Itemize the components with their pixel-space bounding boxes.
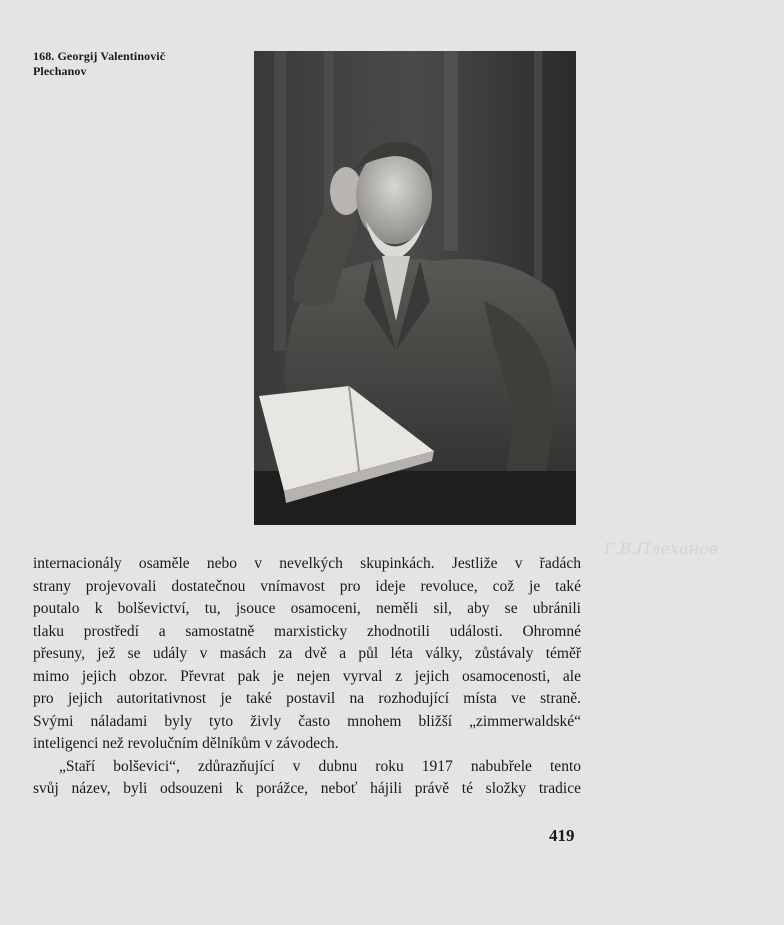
text-line: „Staří bolševici“, zdůrazňující v dubnu roku 1917 nabubřele tento	[59, 757, 581, 775]
text-line: strany projevovali dostatečnou vnímavost pro ideje revoluce, což je také	[33, 577, 581, 595]
text-line: tlaku prostředí a samostatně marxisticky zhodnotili události. Ohromné	[33, 622, 581, 640]
text-line: mimo jejich obzor. Převrat pak je nejen vyrval z jejich osamocenosti, ale	[33, 667, 581, 685]
caption-line-2: Plechanov	[33, 64, 87, 78]
caption-line-1: 168. Georgij Valentinovič	[33, 49, 166, 63]
text-line: pro jejich autoritativnost je také postavil na rozhodující místa ve straně.	[33, 690, 581, 707]
text-line: svůj název, byli odsouzeni k porážce, neboť hájili právě té složky tradice	[33, 780, 581, 797]
text-line: poutalo k bolševictví, tu, jsouce osamoceni, neměli sil, aby se ubránili	[33, 600, 581, 617]
page-number: 419	[549, 826, 575, 845]
text-line: Svými náladami byly tyto živly často mnohem bližší „zimmerwaldské“	[33, 712, 581, 730]
text-line: inteligenci než revolučním dělníkům v závodech.	[33, 735, 339, 752]
text-line: přesuny, jež se udály v masách za dvě a půl léta války, zůstávaly téměř	[33, 645, 581, 662]
photo-signature: Г.В.Плеханов	[604, 539, 719, 558]
text-line: internacionály osaměle nebo v nevelkých skupinkách. Jestliže v řadách	[33, 555, 581, 572]
figure-caption	[33, 49, 243, 79]
body-text	[33, 553, 581, 801]
portrait-photo-drawing	[254, 51, 576, 525]
portrait-photo	[254, 51, 719, 558]
